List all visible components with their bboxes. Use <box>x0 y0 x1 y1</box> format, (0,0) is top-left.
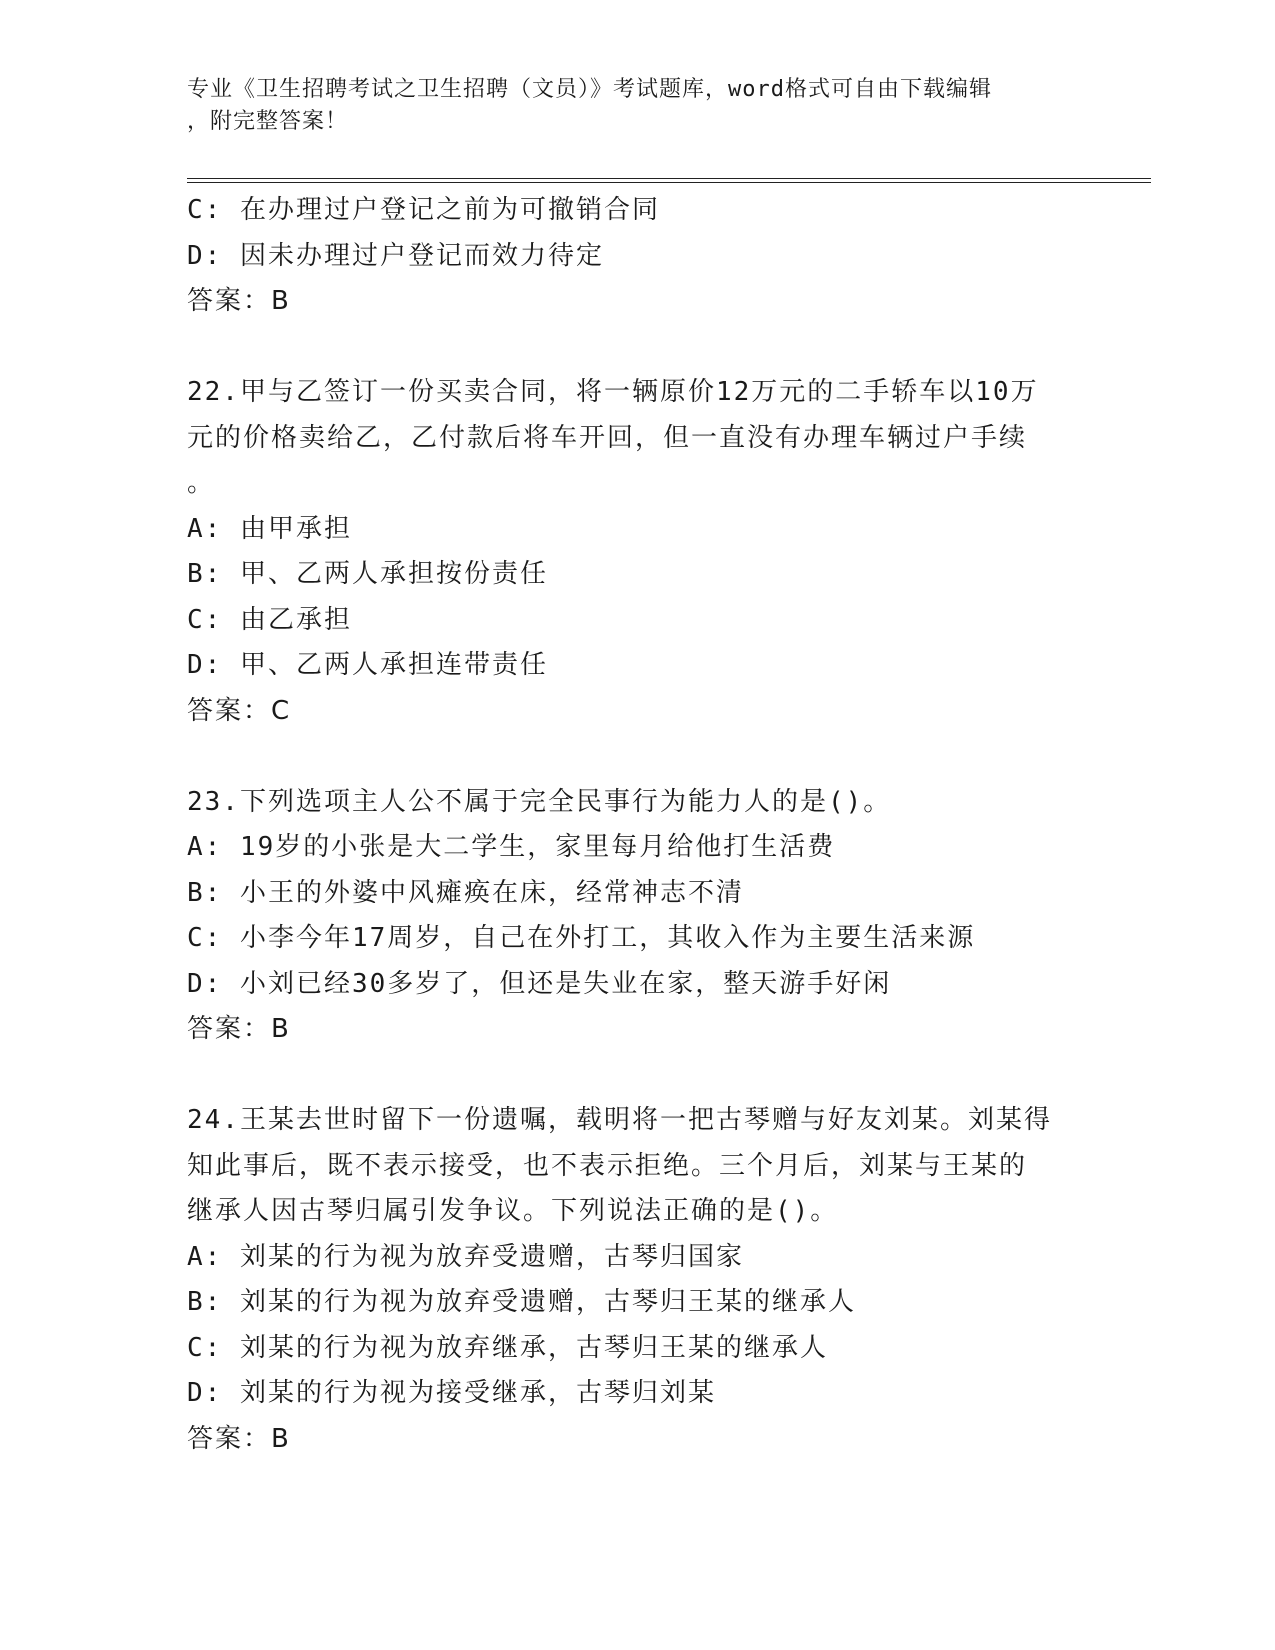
answer-line: 答案：B <box>187 1423 291 1454</box>
question-text <box>187 370 1087 507</box>
option-b: B: 甲、乙两人承担按份责任 <box>187 559 548 589</box>
question-text <box>187 780 1087 826</box>
question-text-line: 继承人因古琴归属引发争议。下列说法正确的是()。 <box>187 1196 839 1226</box>
answer-line: 答案：C <box>187 695 292 726</box>
question-23 <box>187 780 1087 1053</box>
option-d: D: 甲、乙两人承担连带责任 <box>187 650 548 680</box>
question-24 <box>187 1098 1087 1462</box>
option-b: B: 刘某的行为视为放弃受遗赠，古琴归王某的继承人 <box>187 1287 856 1317</box>
answer-line: 答案：B <box>187 286 291 316</box>
question-text <box>187 1098 1087 1235</box>
option-c: C: 由乙承担 <box>187 604 352 635</box>
option-c: C: 在办理过户登记之前为可撤销合同 <box>187 195 660 225</box>
option-a: A: 19岁的小张是大二学生，家里每月给他打生活费 <box>187 832 836 862</box>
question-text-line: 23.下列选项主人公不属于完全民事行为能力人的是()。 <box>187 786 892 817</box>
question-21 <box>187 188 1087 325</box>
question-text-line: 22.甲与乙签订一份买卖合同，将一辆原价12万元的二手轿车以10万 <box>187 377 1039 407</box>
option-a: A: 刘某的行为视为放弃受遗赠，古琴归国家 <box>187 1241 744 1272</box>
option-b: B: 小王的外婆中风瘫痪在床，经常神志不清 <box>187 877 744 908</box>
answer-line: 答案：B <box>187 1014 291 1044</box>
question-22 <box>187 370 1087 734</box>
option-a: A: 由甲承担 <box>187 513 352 544</box>
spacer <box>187 1053 1087 1099</box>
spacer <box>187 734 1087 780</box>
question-list <box>187 188 1087 1462</box>
option-c: C: 小李今年17周岁，自己在外打工，其收入作为主要生活来源 <box>187 923 976 953</box>
header-divider <box>187 178 1151 183</box>
spacer <box>187 325 1087 371</box>
question-text-line: 知此事后，既不表示接受，也不表示拒绝。三个月后，刘某与王某的 <box>187 1150 1028 1181</box>
option-d: D: 因未办理过户登记而效力待定 <box>187 240 604 271</box>
question-text-line: 24.王某去世时留下一份遗嘱，载明将一把古琴赠与好友刘某。刘某得 <box>187 1105 1052 1135</box>
header-line-1: 专业《卫生招聘考试之卫生招聘（文员）》考试题库，word格式可自由下载编辑 <box>187 77 992 102</box>
option-d: D: 小刘已经30多岁了，但还是失业在家，整天游手好闲 <box>187 968 892 999</box>
option-d: D: 刘某的行为视为接受继承，古琴归刘某 <box>187 1378 716 1408</box>
header-line-2: ，附完整答案！ <box>187 109 349 134</box>
question-text-line: 元的价格卖给乙，乙付款后将车开回，但一直没有办理车辆过户手续 <box>187 422 1028 453</box>
question-text-line: 。 <box>187 468 216 498</box>
option-c: C: 刘某的行为视为放弃继承，古琴归王某的继承人 <box>187 1332 828 1363</box>
document-header <box>187 74 1067 138</box>
